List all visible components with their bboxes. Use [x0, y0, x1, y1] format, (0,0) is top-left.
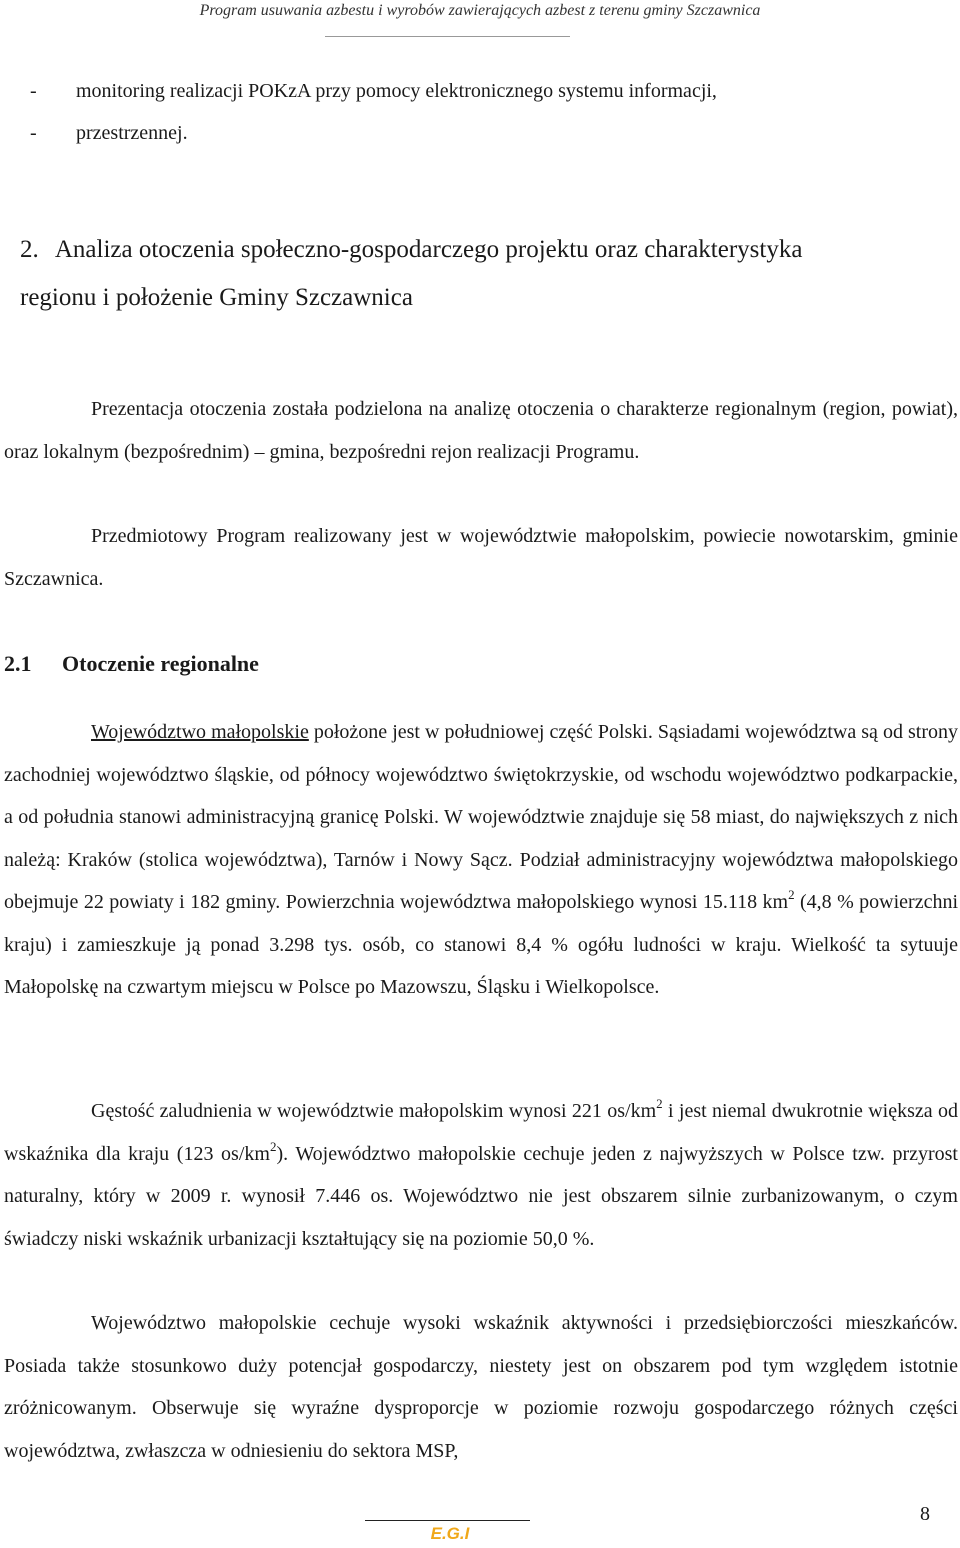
regional-paragraph-2 — [4, 1090, 958, 1260]
paragraph-text: położone jest w południowej część Polski. Sąsiadami województwa są od strony zachodniej województwo śląskie, od północy województwo świętokrzyskie, od wschodu województwo podkarpackie, a od południa stanowi administracyjną granicę Polski. W województwie znajduje się 58 miast, do największych z nich należą: Kraków (stolica województwa), Tarnów i Nowy Sącz. Podział administracyjny województwa małopolskiego obejmuje 22 powiaty i 182 gminy. Powierzchnia województwa małopolskiego wynosi 15.118 km — [4, 721, 958, 913]
subsection-heading — [4, 640, 259, 688]
list-item — [30, 70, 950, 112]
superscript: 2 — [656, 1096, 663, 1111]
list-item — [30, 112, 950, 154]
regional-paragraph-3: Województwo małopolskie cechuje wysoki wskaźnik aktywności i przedsiębiorczości mieszkańców. Posiada także stosunkowo duży potencjał gospodarczy, niestety jest on obszarem pod tym względem istotnie zróżnicowanym. Obserwuje się wyraźne dysproporcje w poziomie rozwoju gospodarczego różnych części województwa, zwłaszcza w odniesieniu do sektora MSP, — [4, 1312, 958, 1462]
header-divider — [325, 36, 570, 37]
bullet-text: monitoring realizacji POKzA przy pomocy elektronicznego systemu informacji, — [76, 80, 717, 102]
subsection-title: Otoczenie regionalne — [62, 651, 259, 676]
section-heading — [20, 226, 955, 322]
bullet-dash: - — [30, 122, 37, 144]
intro-paragraph-2: Przedmiotowy Program realizowany jest w województwie małopolskim, powiecie nowotarskim, gminie Szczawnica. — [4, 525, 958, 590]
superscript: 2 — [269, 1138, 277, 1154]
bullet-text: przestrzennej. — [76, 122, 188, 144]
bullet-list — [30, 70, 950, 154]
section-title-line-1: Analiza otoczenia społeczno-gospodarczego projektu oraz charakterystyka — [54, 236, 803, 263]
paragraph-text: ). Województwo małopolskie cechuje jeden z najwyższych w Polsce tzw. przyrost naturalny, który w 2009 r. wynosił 7.446 os. Województwo nie jest obszarem silnie zurbanizowanym, o czym świadczy niski wskaźnik urbanizacji kształtujący się na poziomie 50,0 %. — [4, 1142, 958, 1250]
regional-paragraph-1 — [4, 711, 958, 1009]
footer-divider — [365, 1520, 530, 1521]
paragraph-text: i jest niemal dwukrotnie większa od wskaźnika dla kraju (123 os/km — [4, 1100, 958, 1165]
subsection-number: 2.1 — [4, 651, 32, 676]
footer-logo: E.G.I — [430, 1524, 470, 1543]
superscript: 2 — [788, 887, 795, 902]
running-header: Program usuwania azbestu i wyrobów zawierających azbest z terenu gminy Szczawnica — [199, 2, 761, 19]
region-name-underlined: Województwo małopolskie — [91, 721, 309, 743]
page-number: 8 — [920, 1503, 930, 1525]
bullet-dash: - — [30, 80, 37, 102]
section-title-line-2: regionu i położenie Gminy Szczawnica — [20, 284, 413, 311]
intro-paragraph: Prezentacja otoczenia została podzielona na analizę otoczenia o charakterze regionalnym (region, powiat), oraz lokalnym (bezpośrednim) – gmina, bezpośredni rejon realizacji Programu. — [4, 398, 958, 463]
paragraph-text: Gęstość zaludnienia w województwie małopolskim wynosi 221 os/km — [91, 1100, 657, 1122]
paragraph-text: (4,8 % powierzchni kraju) i zamieszkuje ją ponad 3.298 tys. osób, co stanowi 8,4 % ogółu ludności w kraju. Wielkość ta sytuuje Małopolskę na czwartym miejscu w Polsce po Mazowszu, Śląsku i Wielkopolsce. — [4, 891, 959, 998]
section-number: 2. — [20, 236, 39, 263]
